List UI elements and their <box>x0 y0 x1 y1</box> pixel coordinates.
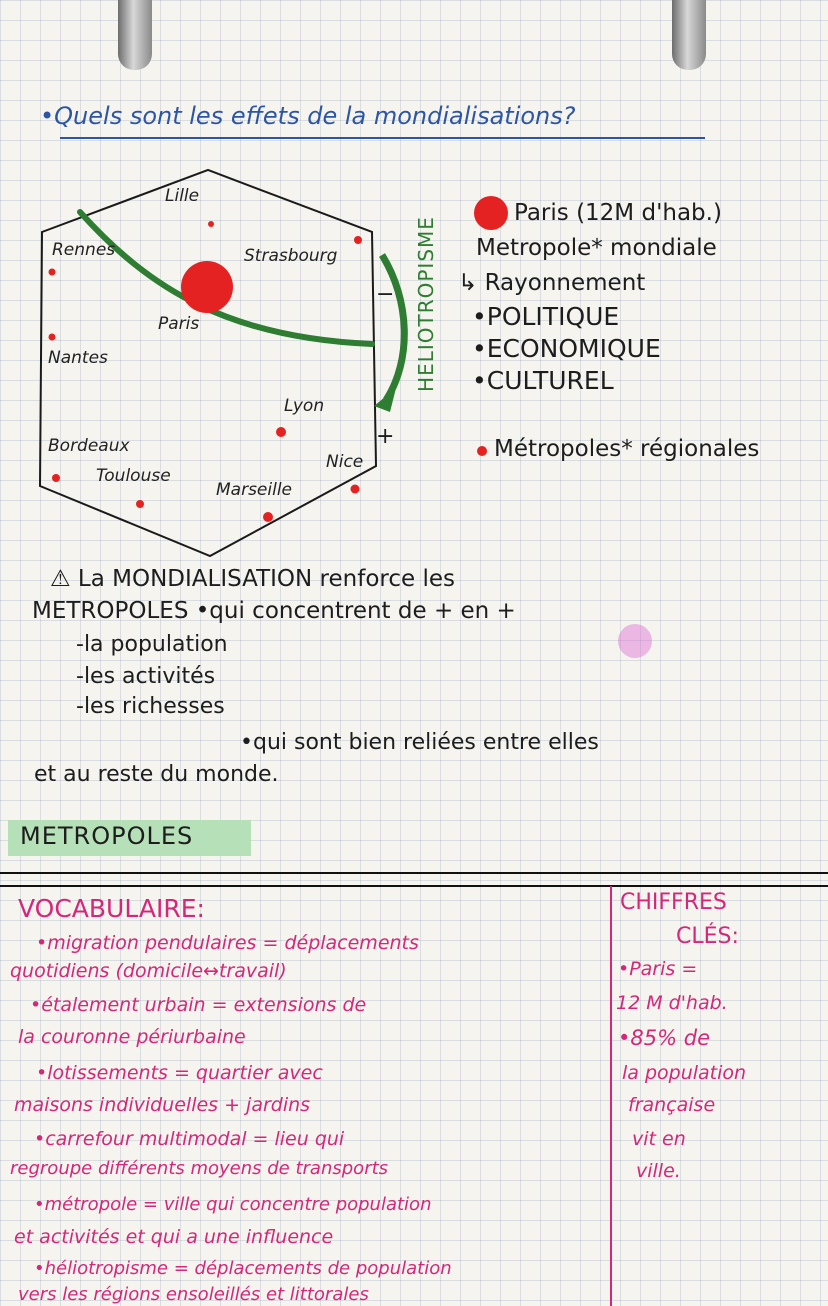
vocab-line-7: •carrefour multimodal = lieu qui <box>34 1128 345 1150</box>
plus-sign: + <box>376 424 395 449</box>
vocab-line-6: maisons individuelles + jardins <box>14 1094 311 1116</box>
heliotropisme-arrow <box>382 255 404 400</box>
note-item-activites: -les activités <box>76 664 216 689</box>
divider-line-bottom <box>0 885 828 887</box>
city-toulouse: Toulouse <box>96 466 171 486</box>
heliotropisme-arrowhead <box>374 388 396 412</box>
city-lyon: Lyon <box>284 396 325 416</box>
vocab-line-1: •migration pendulaires = déplacements <box>36 932 419 954</box>
chiffres-line-4: la population <box>622 1062 747 1084</box>
note-item-richesses: -les richesses <box>76 694 225 719</box>
chiffres-line-5: française <box>628 1094 716 1116</box>
marseille-dot <box>263 512 273 522</box>
nantes-dot <box>49 334 56 341</box>
city-strasbourg: Strasbourg <box>244 246 338 266</box>
city-bordeaux: Bordeaux <box>48 436 130 456</box>
note-line-2: METROPOLES •qui concentrent de + en + <box>32 598 516 624</box>
chiffres-line-3: •85% de <box>618 1026 710 1050</box>
legend-paris: Paris (12M d'hab.) <box>514 200 722 226</box>
vocab-line-8: regroupe différents moyens de transports <box>10 1158 389 1179</box>
lille-dot <box>208 221 214 227</box>
city-nice: Nice <box>326 452 364 472</box>
vocab-line-10: et activités et qui a une influence <box>14 1226 334 1248</box>
legend-regional-dot <box>477 446 487 456</box>
vocab-line-12: vers les régions ensoleillés et littorales <box>18 1284 369 1305</box>
vocab-line-11: •héliotropisme = déplacements de population <box>34 1258 452 1279</box>
legend-rayonnement: ↳ Rayonnement <box>458 270 646 296</box>
city-nantes: Nantes <box>48 348 108 368</box>
city-lille: Lille <box>165 186 200 206</box>
paris-dot <box>181 261 233 313</box>
toulouse-dot <box>136 500 144 508</box>
lyon-dot <box>276 427 286 437</box>
chiffres-line-2: 12 M d'hab. <box>616 992 728 1014</box>
note-line-3: •qui sont bien reliées entre elles <box>240 730 599 755</box>
vocab-line-3: •étalement urbain = extensions de <box>30 994 367 1016</box>
chiffres-line-7: ville. <box>636 1160 681 1182</box>
vocab-heading: VOCABULAIRE: <box>18 894 205 923</box>
legend-metropoles-regionales: Métropoles* régionales <box>494 436 760 462</box>
city-rennes: Rennes <box>52 240 116 260</box>
heliotropisme-label: HELIOTROPISME <box>414 216 438 392</box>
pink-ink-blot <box>618 624 652 658</box>
strasbourg-dot <box>354 236 362 244</box>
legend-metropole-mondiale: Metropole* mondiale <box>476 235 717 261</box>
legend-politique: •POLITIQUE <box>472 302 620 331</box>
rennes-dot <box>49 269 56 276</box>
note-line-1: ⚠ La MONDIALISATION renforce les <box>50 566 455 592</box>
legend-paris-dot <box>474 196 508 230</box>
city-marseille: Marseille <box>216 480 293 500</box>
minus-sign: − <box>376 282 395 307</box>
divider-line-top <box>0 872 828 874</box>
chiffres-heading-2: CLÉS: <box>676 924 739 949</box>
city-paris: Paris <box>158 314 200 334</box>
column-divider <box>610 886 612 1306</box>
vocab-line-9: •métropole = ville qui concentre population <box>34 1194 432 1215</box>
vocab-line-5: •lotissements = quartier avec <box>36 1062 323 1084</box>
page-title: •Quels sont les effets de la mondialisations? <box>40 102 576 130</box>
chiffres-heading-1: CHIFFRES <box>620 890 727 915</box>
bordeaux-dot <box>52 474 60 482</box>
section-label: METROPOLES <box>20 822 194 850</box>
note-item-population: -la population <box>76 632 228 657</box>
legend-economique: •ECONOMIQUE <box>472 334 661 363</box>
legend-culturel: •CULTUREL <box>472 366 614 395</box>
vocab-line-2: quotidiens (domicile↔travail) <box>10 960 287 982</box>
nice-dot <box>351 485 360 494</box>
note-line-4: et au reste du monde. <box>34 762 279 787</box>
vocab-line-4: la couronne périurbaine <box>18 1026 246 1048</box>
chiffres-line-6: vit en <box>632 1128 686 1150</box>
chiffres-line-1: •Paris = <box>618 958 698 980</box>
